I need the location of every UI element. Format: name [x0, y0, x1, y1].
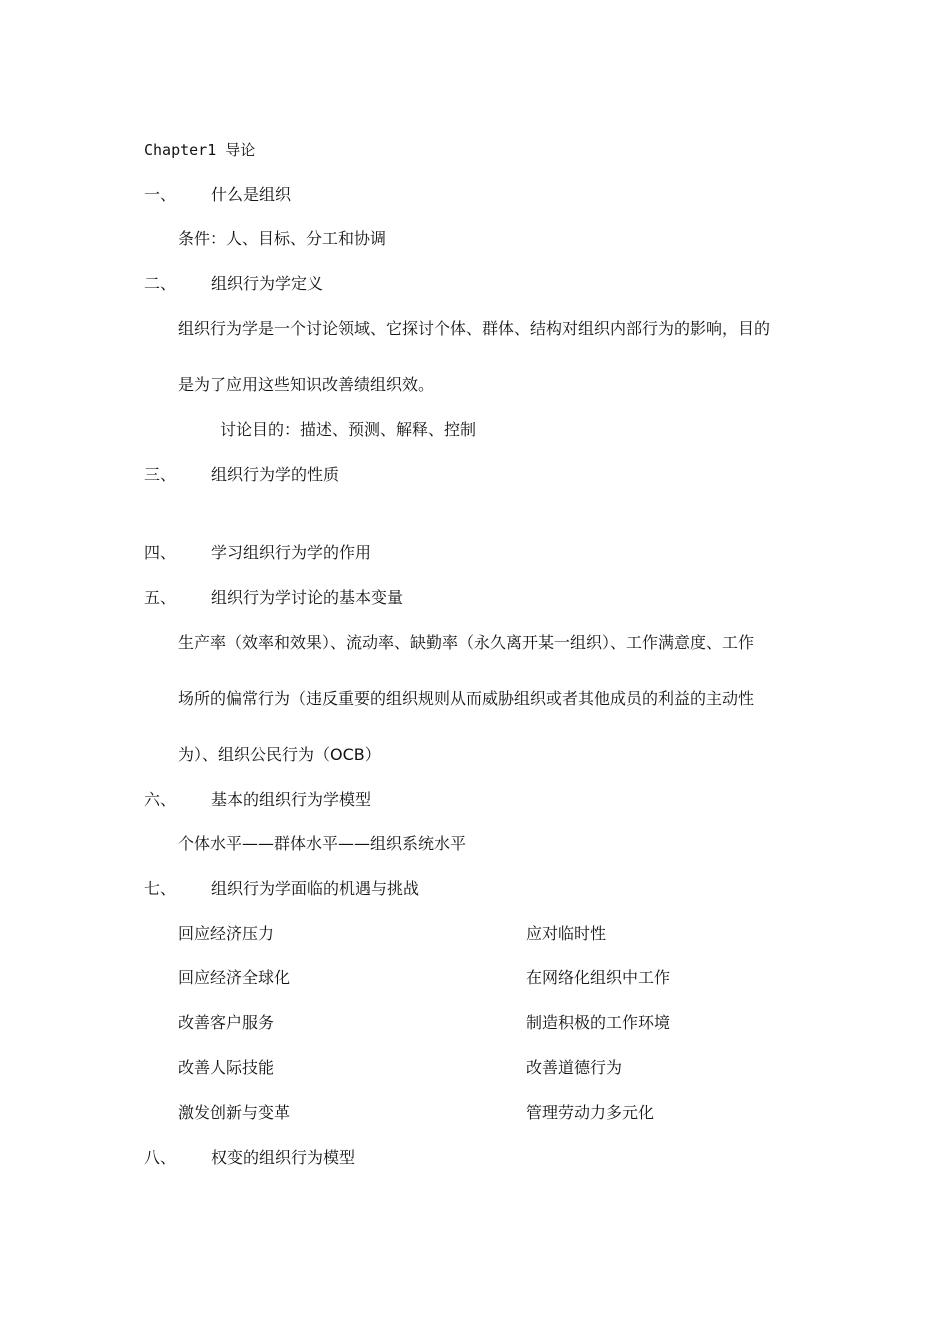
section-2-number: 二、 — [144, 274, 177, 293]
challenge-left: 改善客户服务 — [178, 1013, 275, 1032]
challenge-left: 回应经济压力 — [178, 924, 275, 943]
section-1-body: 条件：人、目标、分工和协调 — [178, 229, 387, 248]
section-8-number: 八、 — [144, 1148, 177, 1167]
section-4-number: 四、 — [144, 543, 177, 562]
section-2-purpose: 讨论目的：描述、预测、解释、控制 — [220, 420, 477, 439]
section-1-number: 一、 — [144, 185, 177, 204]
section-4-title: 学习组织行为学的作用 — [211, 543, 372, 562]
section-5-body-line-1: 生产率（效率和效果）、流动率、缺勤率（永久离开某一组织）、工作满意度、工作 — [178, 633, 755, 652]
section-2-body-line-2: 是为了应用这些知识改善绩组织效。 — [178, 375, 435, 394]
section-6-number: 六、 — [144, 790, 177, 809]
section-7-title: 组织行为学面临的机遇与挑战 — [211, 879, 420, 898]
section-6-title: 基本的组织行为学模型 — [211, 790, 372, 809]
chapter-title: Chapter1 导论 — [144, 141, 256, 159]
section-5-number: 五、 — [144, 588, 177, 607]
challenge-right: 管理劳动力多元化 — [526, 1103, 655, 1122]
challenge-right: 改善道德行为 — [526, 1058, 623, 1077]
challenge-left: 激发创新与变革 — [178, 1103, 291, 1122]
section-5-body-line-2: 场所的偏常行为（违反重要的组织规则从而威胁组织或者其他成员的利益的主动性 — [178, 689, 755, 708]
section-5-title: 组织行为学讨论的基本变量 — [211, 588, 404, 607]
section-7-number: 七、 — [144, 879, 177, 898]
section-2-body-line-1: 组织行为学是一个讨论领域、它探讨个体、群体、结构对组织内部行为的影响，目的 — [178, 319, 771, 338]
section-3-title: 组织行为学的性质 — [211, 465, 340, 484]
section-5-body-line-3: 为）、组织公民行为（OCB） — [178, 745, 381, 764]
section-8-title: 权变的组织行为模型 — [211, 1148, 356, 1167]
section-1-title: 什么是组织 — [211, 185, 292, 204]
section-6-body: 个体水平——群体水平——组织系统水平 — [178, 834, 467, 853]
challenge-left: 改善人际技能 — [178, 1058, 275, 1077]
challenge-right: 制造积极的工作环境 — [526, 1013, 671, 1032]
section-2-title: 组织行为学定义 — [211, 274, 324, 293]
challenge-right: 应对临时性 — [526, 924, 607, 943]
challenge-right: 在网络化组织中工作 — [526, 968, 671, 987]
section-3-number: 三、 — [144, 465, 177, 484]
challenge-left: 回应经济全球化 — [178, 968, 291, 987]
